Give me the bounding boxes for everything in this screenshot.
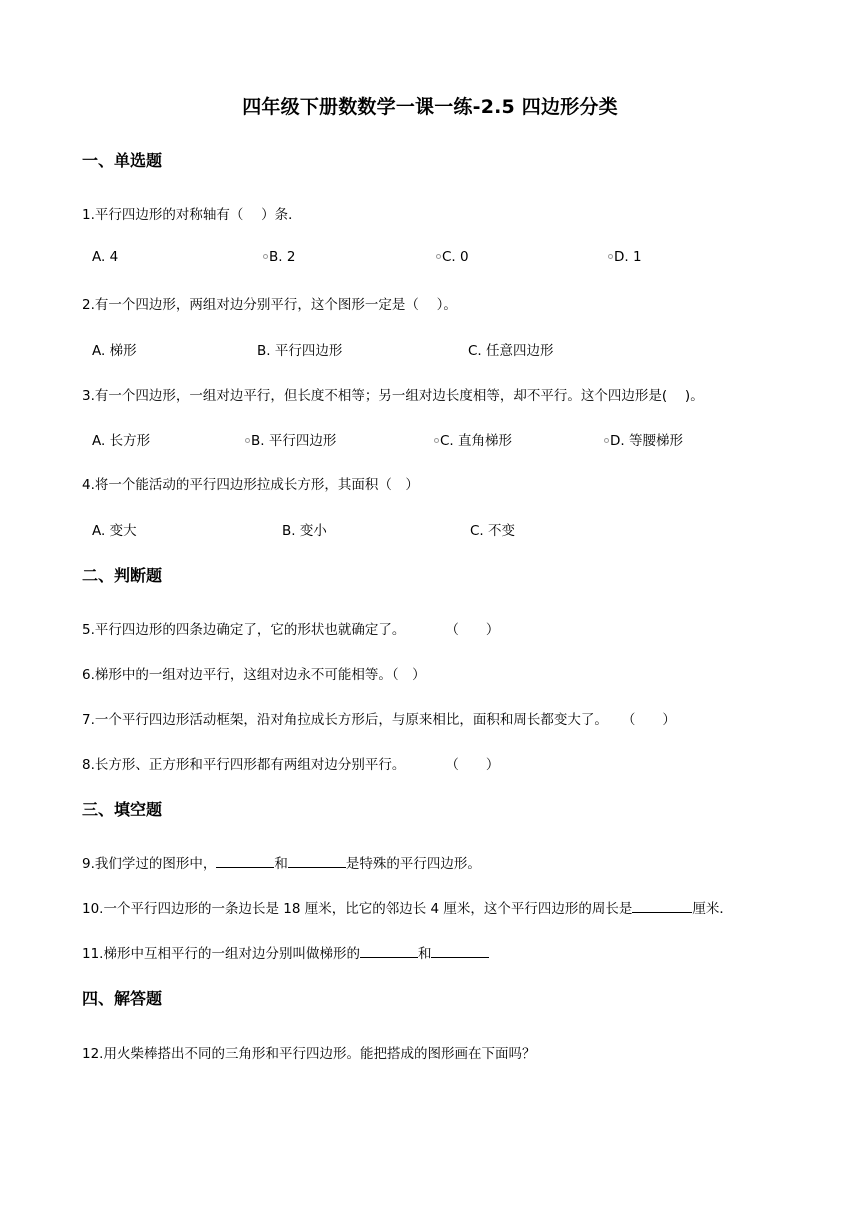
question-4: 4.将一个能活动的平行四边形拉成长方形，其面积（ ） xyxy=(82,477,419,493)
option-marker-icon xyxy=(434,438,439,443)
page-title: 四年级下册数数学一课一练-2.5 四边形分类 xyxy=(242,96,618,118)
option-marker-icon xyxy=(604,438,609,443)
option-marker-icon xyxy=(263,254,268,259)
question-1: 1.平行四边形的对称轴有（ ）条． xyxy=(82,207,302,223)
answer-blank[interactable] xyxy=(431,945,489,958)
section-heading-solve: 四、解答题 xyxy=(82,989,163,1008)
q2-option-a[interactable]: A. 梯形 xyxy=(92,343,137,359)
q4-option-b[interactable]: B. 变小 xyxy=(282,523,327,539)
question-6: 6.梯形中的一组对边平行，这组对边永不可能相等。（ ） xyxy=(82,667,426,683)
q3-option-b[interactable]: B. 平行四边形 xyxy=(245,429,336,449)
section-heading-true-false: 二、判断题 xyxy=(82,566,163,585)
q4-option-c[interactable]: C. 不变 xyxy=(470,523,516,539)
q1-option-a[interactable]: A. 4 xyxy=(92,249,119,265)
section-heading-single-choice: 一、单选题 xyxy=(82,151,163,170)
question-7: 7.一个平行四边形活动框架，沿对角拉成长方形后，与原来相比，面积和周长都变大了。 （ ） xyxy=(82,708,676,728)
option-marker-icon xyxy=(245,438,250,443)
question-2: 2.有一个四边形，两组对边分别平行，这个图形一定是（ ）。 xyxy=(82,297,457,313)
answer-blank[interactable] xyxy=(288,855,346,868)
q3-option-a[interactable]: A. 长方形 xyxy=(92,433,151,449)
section-heading-fill-in: 三、填空题 xyxy=(82,800,163,819)
q2-option-b[interactable]: B. 平行四边形 xyxy=(257,343,343,359)
question-9: 9.我们学过的图形中， 和 是特殊的平行四边形。 xyxy=(82,856,481,872)
question-10: 10.一个平行四边形的一条边长是 18 厘米，比它的邻边长 4 厘米，这个平行四边形的周长是 厘米． xyxy=(82,901,733,917)
q3-option-d[interactable]: D. 等腰梯形 xyxy=(604,429,683,449)
question-3: 3.有一个四边形，一组对边平行，但长度不相等；另一组对边长度相等，却不平行。这个四边形是( )。 xyxy=(82,388,704,404)
q1-option-d[interactable]: D. 1 xyxy=(608,249,642,265)
q3-option-c[interactable]: C. 直角梯形 xyxy=(434,429,512,449)
answer-paren[interactable]: （ ） xyxy=(445,757,500,773)
answer-blank[interactable] xyxy=(360,945,418,958)
q1-option-c[interactable]: C. 0 xyxy=(436,249,469,265)
answer-blank[interactable] xyxy=(216,855,274,868)
answer-paren[interactable]: （ ） xyxy=(445,622,500,638)
answer-paren[interactable]: （ ） xyxy=(621,712,676,728)
option-marker-icon xyxy=(436,254,441,259)
q1-option-b[interactable]: B. 2 xyxy=(263,249,295,265)
question-11: 11.梯形中互相平行的一组对边分别叫做梯形的 和 xyxy=(82,942,489,962)
answer-blank[interactable] xyxy=(632,900,692,913)
question-12: 12.用火柴棒搭出不同的三角形和平行四边形。能把搭成的图形画在下面吗？ xyxy=(82,1046,536,1062)
question-8: 8.长方形、正方形和平行四形都有两组对边分别平行。 （ ） xyxy=(82,753,499,773)
question-5: 5.平行四边形的四条边确定了，它的形状也就确定了。 （ ） xyxy=(82,618,499,638)
option-marker-icon xyxy=(608,254,613,259)
q4-option-a[interactable]: A. 变大 xyxy=(92,523,137,539)
q2-option-c[interactable]: C. 任意四边形 xyxy=(468,343,554,359)
